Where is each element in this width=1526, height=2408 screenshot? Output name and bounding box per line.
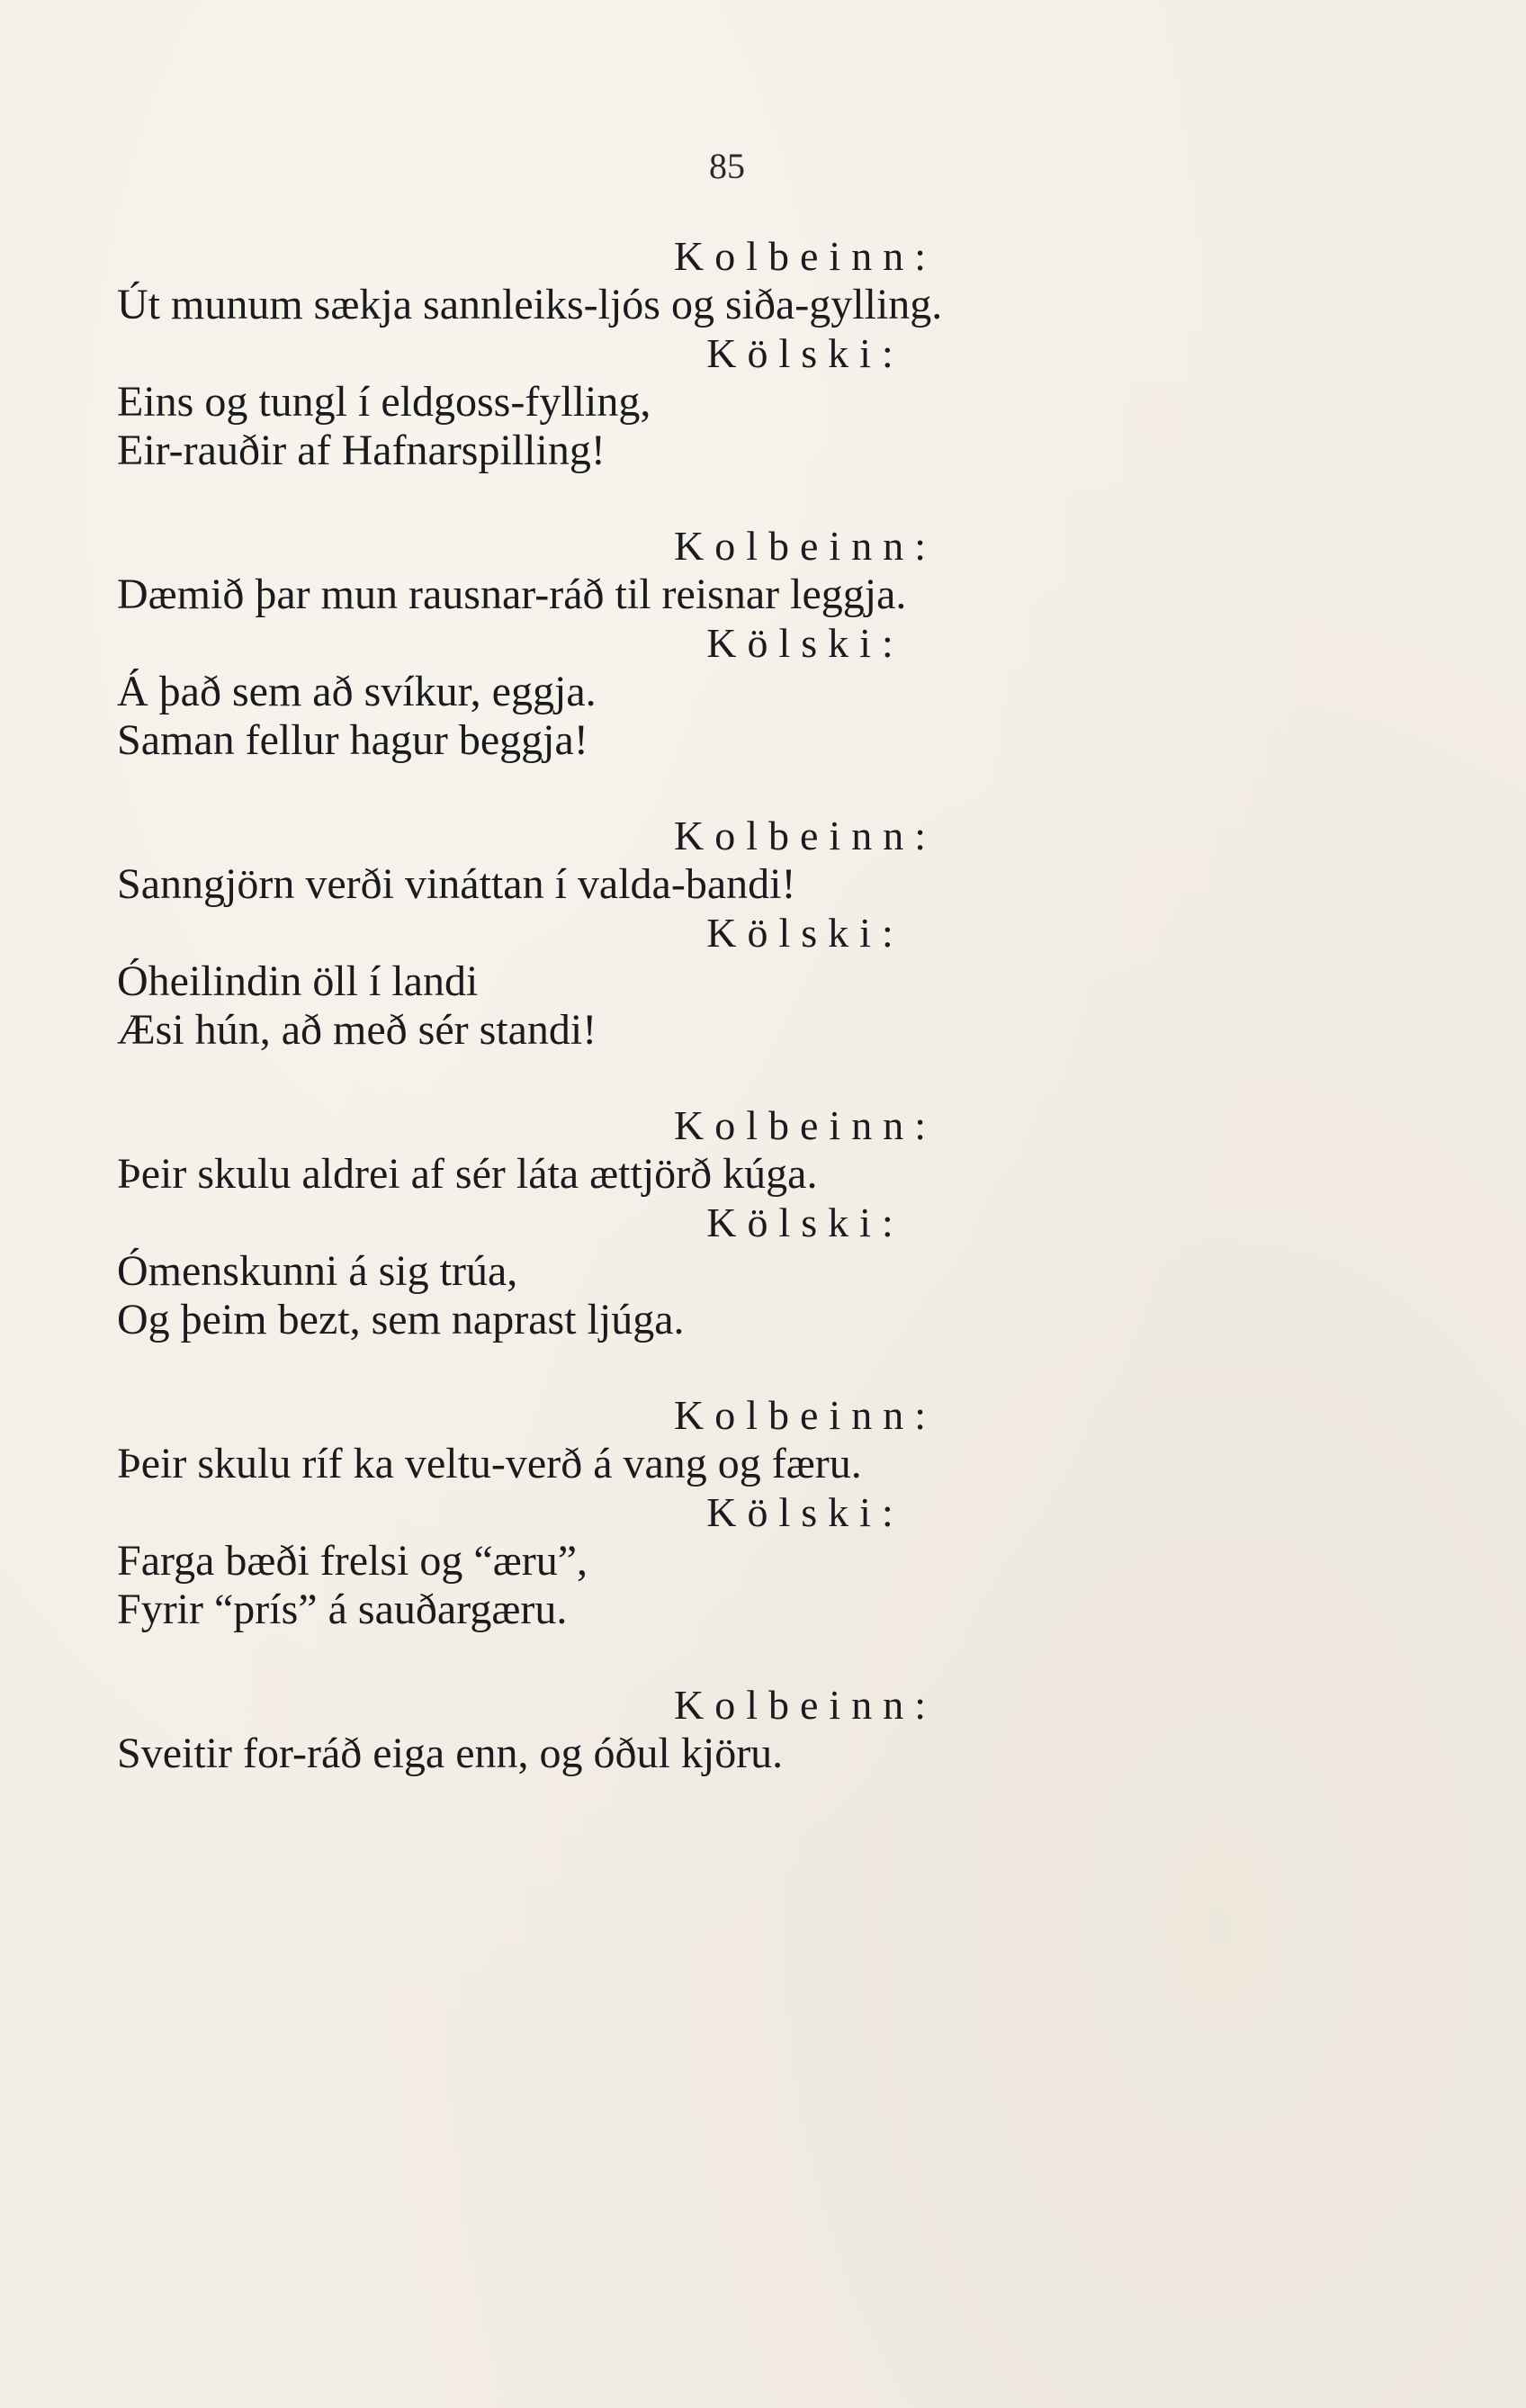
- exchange: [117, 1101, 1395, 1344]
- verse-line: Æsi hún, að með sér standi!: [117, 1006, 597, 1054]
- verse-line: Dæmið þar mun rausnar-ráð til reisnar leggja.: [117, 571, 907, 618]
- verse-line: Sanngjörn verði vináttan í valda-bandi!: [117, 860, 796, 908]
- dialogue-text: [117, 232, 1395, 1778]
- speaker-label: Kölski:: [706, 1489, 904, 1535]
- exchange: [117, 1391, 1395, 1634]
- stanza-gap: [117, 1344, 1395, 1391]
- verse-line: Eir-rauðir af Hafnarspilling!: [117, 427, 606, 474]
- verse-line: Þeir skulu aldrei af sér láta ættjörð kúga.: [117, 1150, 818, 1198]
- verse-line: Saman fellur hagur beggja!: [117, 716, 588, 764]
- speaker-label: Kolbeinn:: [674, 1682, 937, 1728]
- stanza-gap: [117, 1055, 1395, 1101]
- verse-line: Ómenskunni á sig trúa,: [117, 1247, 518, 1295]
- speaker-label: Kölski:: [706, 330, 904, 376]
- exchange: [117, 522, 1395, 765]
- verse-line: Á það sem að svíkur, eggja.: [117, 668, 597, 715]
- exchange: [117, 232, 1395, 475]
- verse-line: Farga bæði frelsi og “æru”,: [117, 1537, 588, 1585]
- stanza-gap: [117, 1634, 1395, 1681]
- stanza-gap: [117, 475, 1395, 522]
- stanza-gap: [117, 765, 1395, 812]
- speaker-label: Kolbeinn:: [674, 233, 937, 279]
- speaker-label: Kolbeinn:: [674, 813, 937, 858]
- speaker-label: Kölski:: [706, 620, 904, 666]
- speaker-label: Kolbeinn:: [674, 523, 937, 569]
- speaker-label: Kölski:: [706, 1200, 904, 1245]
- verse-line: Og þeim bezt, sem naprast ljúga.: [117, 1296, 685, 1343]
- verse-line: Sveitir for-ráð eiga enn, og óðul kjöru.: [117, 1730, 784, 1777]
- exchange: [117, 1681, 1395, 1778]
- verse-line: Fyrir “prís” á sauðargæru.: [117, 1586, 568, 1633]
- page-number: 85: [709, 146, 745, 186]
- verse-line: Út munum sækja sannleiks-ljós og siða-gylling.: [117, 281, 943, 328]
- speaker-label: Kolbeinn:: [674, 1392, 937, 1438]
- speaker-label: Kölski:: [706, 910, 904, 956]
- verse-line: Þeir skulu ríf ka veltu-verð á vang og færu.: [117, 1440, 862, 1487]
- exchange: [117, 812, 1395, 1055]
- speaker-label: Kolbeinn:: [674, 1102, 937, 1148]
- verse-line: Eins og tungl í eldgoss-fylling,: [117, 378, 651, 426]
- verse-line: Óheilindin öll í landi: [117, 957, 479, 1005]
